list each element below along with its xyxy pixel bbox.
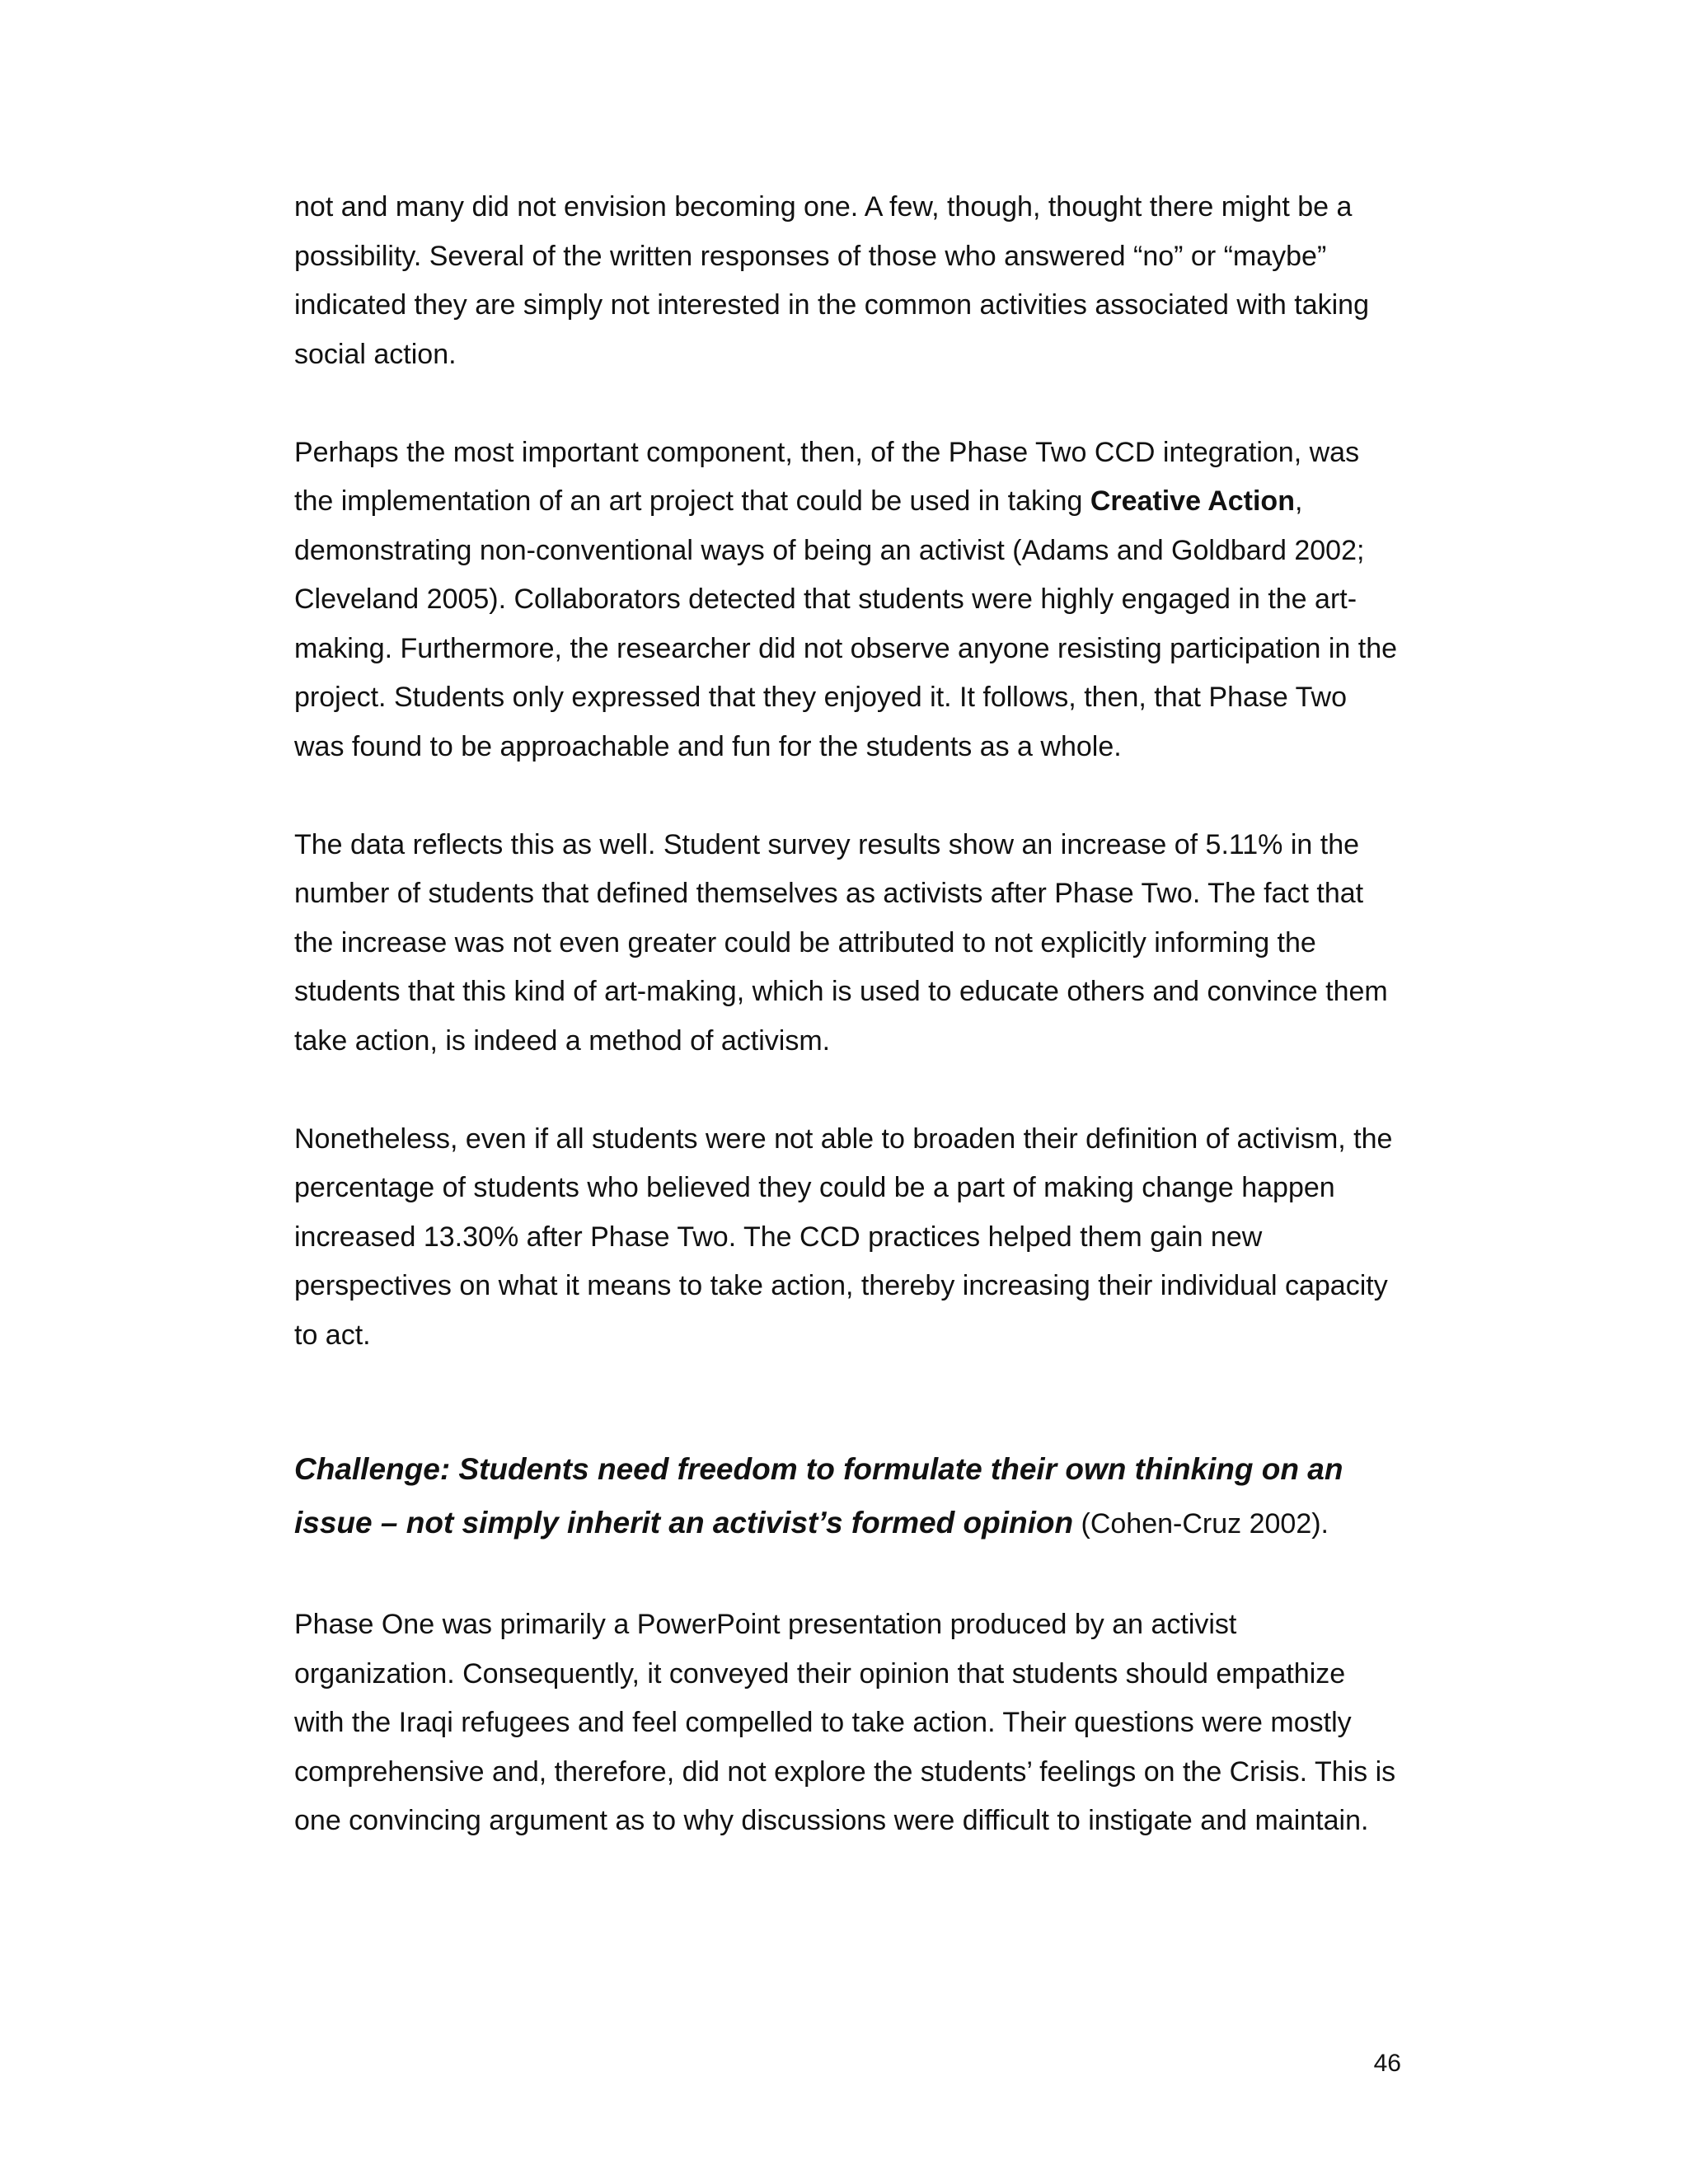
heading-bold-italic-text: Challenge: Students need freedom to formulate their own thinking on an issue – not simply inherit an activist’s formed opinion (294, 1452, 1343, 1540)
paragraph-text: , demonstrating non-conventional ways of being an activist (Adams and Goldbard 2002; Cleveland 2005). Collaborators detected that students were highly engaged in the art-making. Furthermore, the researcher did not observe anyone resisting participation in the project. Students only expressed that they enjoyed it. It follows, then, that Phase Two was found to be approachable and fun for the students as a whole. (294, 485, 1398, 762)
paragraph-making-change: Nonetheless, even if all students were not able to broaden their definition of activism, the percentage of students who believed they could be a part of making change happen increased 13.30% after Phase Two. The CCD practices helped them gain new perspectives on what it means to take action, thereby increasing their individual capacity to act. (294, 1122, 1393, 1351)
paragraph-text: Perhaps the most important component, then, of the Phase Two CCD integration, was the implementation of an art project that could be used in taking (294, 436, 1360, 517)
paragraph-phase-one: Phase One was primarily a PowerPoint presentation produced by an activist organization. Consequently, it conveyed their opinion that students should empathize with the Iraqi refugees and feel compelled to take action. Their questions were mostly comprehensive and, therefore, did not explore the students’ feelings on the Crisis. This is one convincing argument as to why discussions were difficult to instigate and maintain. (294, 1609, 1396, 1836)
page-number: 46 (1373, 2050, 1401, 2077)
paragraph-phase-two-art-project (294, 429, 1403, 772)
paragraph-survey-data: The data reflects this as well. Student survey results show an increase of 5.11% in the number of students that defined themselves as activists after Phase Two. The fact that the increase was not even greater could be attributed to not explicitly informing the students that this kind of art-making, which is used to educate others and convince them take action, is indeed a method of activism. (294, 828, 1388, 1057)
bold-term-creative-action: Creative Action (1090, 485, 1295, 517)
document-body (294, 183, 1403, 1895)
paragraph-survey-responses: not and many did not envision becoming one. A few, though, thought there might be a possibility. Several of the written responses of those who answered “no” or “maybe” indicated they are simply not interested in the common activities associated with taking social action. (294, 191, 1369, 370)
heading-citation: (Cohen-Cruz 2002). (1073, 1508, 1329, 1540)
section-heading-challenge (294, 1442, 1403, 1551)
